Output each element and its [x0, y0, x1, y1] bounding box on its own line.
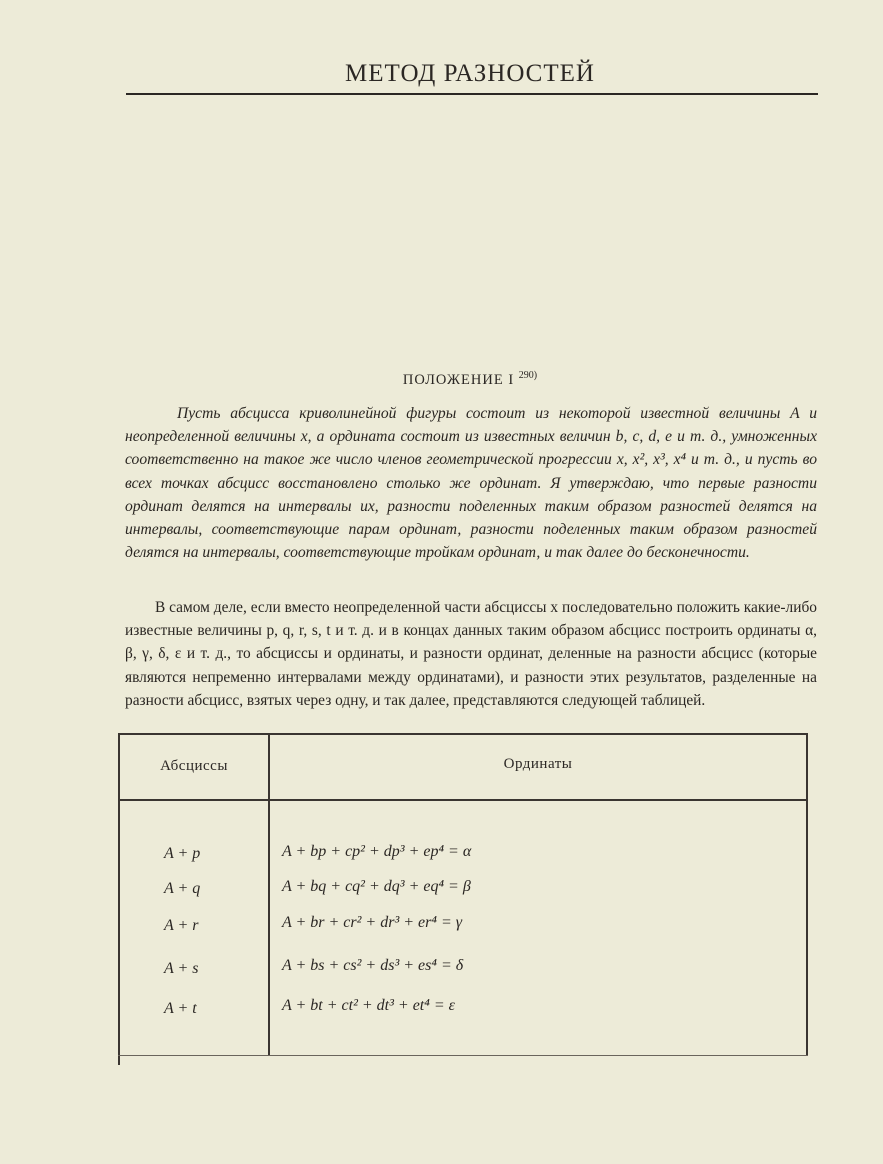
- abscissa-cell: A + q: [164, 880, 201, 897]
- ordinate-cell: A + bp + cp² + dp³ + ep⁴ = α: [282, 843, 472, 860]
- ordinate-cell: A + bt + ct² + dt³ + et⁴ = ε: [282, 997, 455, 1014]
- footnote-marker: 290): [518, 370, 538, 381]
- header-abscissas: Абсциссы: [160, 758, 228, 774]
- proof-paragraph: В самом деле, если вместо неопределенной части абсциссы x последовательно положить какие-либо известные величины p, q, r, s, t и т. д. и в концах данных таким образом абсцисс построить ординаты α, β, γ, δ, ε и т. д., то абсциссы и ординаты, и разности ординат, деленные на разности абсцисс (которые являются непременно интервалами между ординатами), и разности этих результатов, разделенные на разности абсцисс, взятых через одну, и так далее, представляются следующей таблицей.: [125, 599, 817, 709]
- table-column-divider: [268, 734, 270, 1056]
- ordinate-cell: A + bq + cq² + dq³ + eq⁴ = β: [282, 878, 471, 895]
- table-left-rule: [118, 734, 120, 1065]
- proposition-title: ПОЛОЖЕНИЕ I: [402, 372, 515, 388]
- table-bottom-rule: [118, 1055, 808, 1056]
- abscissa-cell: A + t: [164, 1000, 197, 1017]
- table-top-rule: [118, 733, 808, 735]
- abscissa-cell: A + p: [164, 845, 201, 862]
- ordinate-cell: A + bs + cs² + ds³ + es⁴ = δ: [282, 957, 464, 974]
- proposition-heading: [125, 370, 815, 389]
- ordinate-cell: A + br + cr² + dr³ + er⁴ = γ: [282, 914, 463, 931]
- abscissa-cell: A + s: [164, 960, 199, 977]
- table-header-rule: [118, 799, 808, 801]
- header-rule: [126, 93, 818, 95]
- header-ordinates: Ординаты: [503, 756, 573, 772]
- abscissa-cell: A + r: [164, 917, 199, 934]
- table-right-rule: [806, 734, 808, 1056]
- running-head: МЕТОД РАЗНОСТЕЙ: [345, 60, 595, 87]
- proposition-statement: Пусть абсцисса криволинейной фигуры состоит из некоторой известной величины A и неопределенной величины x, а ордината состоит из известных величин b, c, d, e и т. д., умноженных соответственно на такое же число членов геометрической прогрессии x, x², x³, x⁴ и т. д., и пусть во всех точках абсцисс восстановлено столько же ординат. Я утверждаю, что первые разности ординат делятся на интервалы их, разности поделенных таким образом разностей делятся на интервалы, соответствующие парам ординат, разности поделенных таким образом разностей делятся на интервалы, соответствующие тройкам ординат, и так далее до бесконечности.: [125, 405, 817, 562]
